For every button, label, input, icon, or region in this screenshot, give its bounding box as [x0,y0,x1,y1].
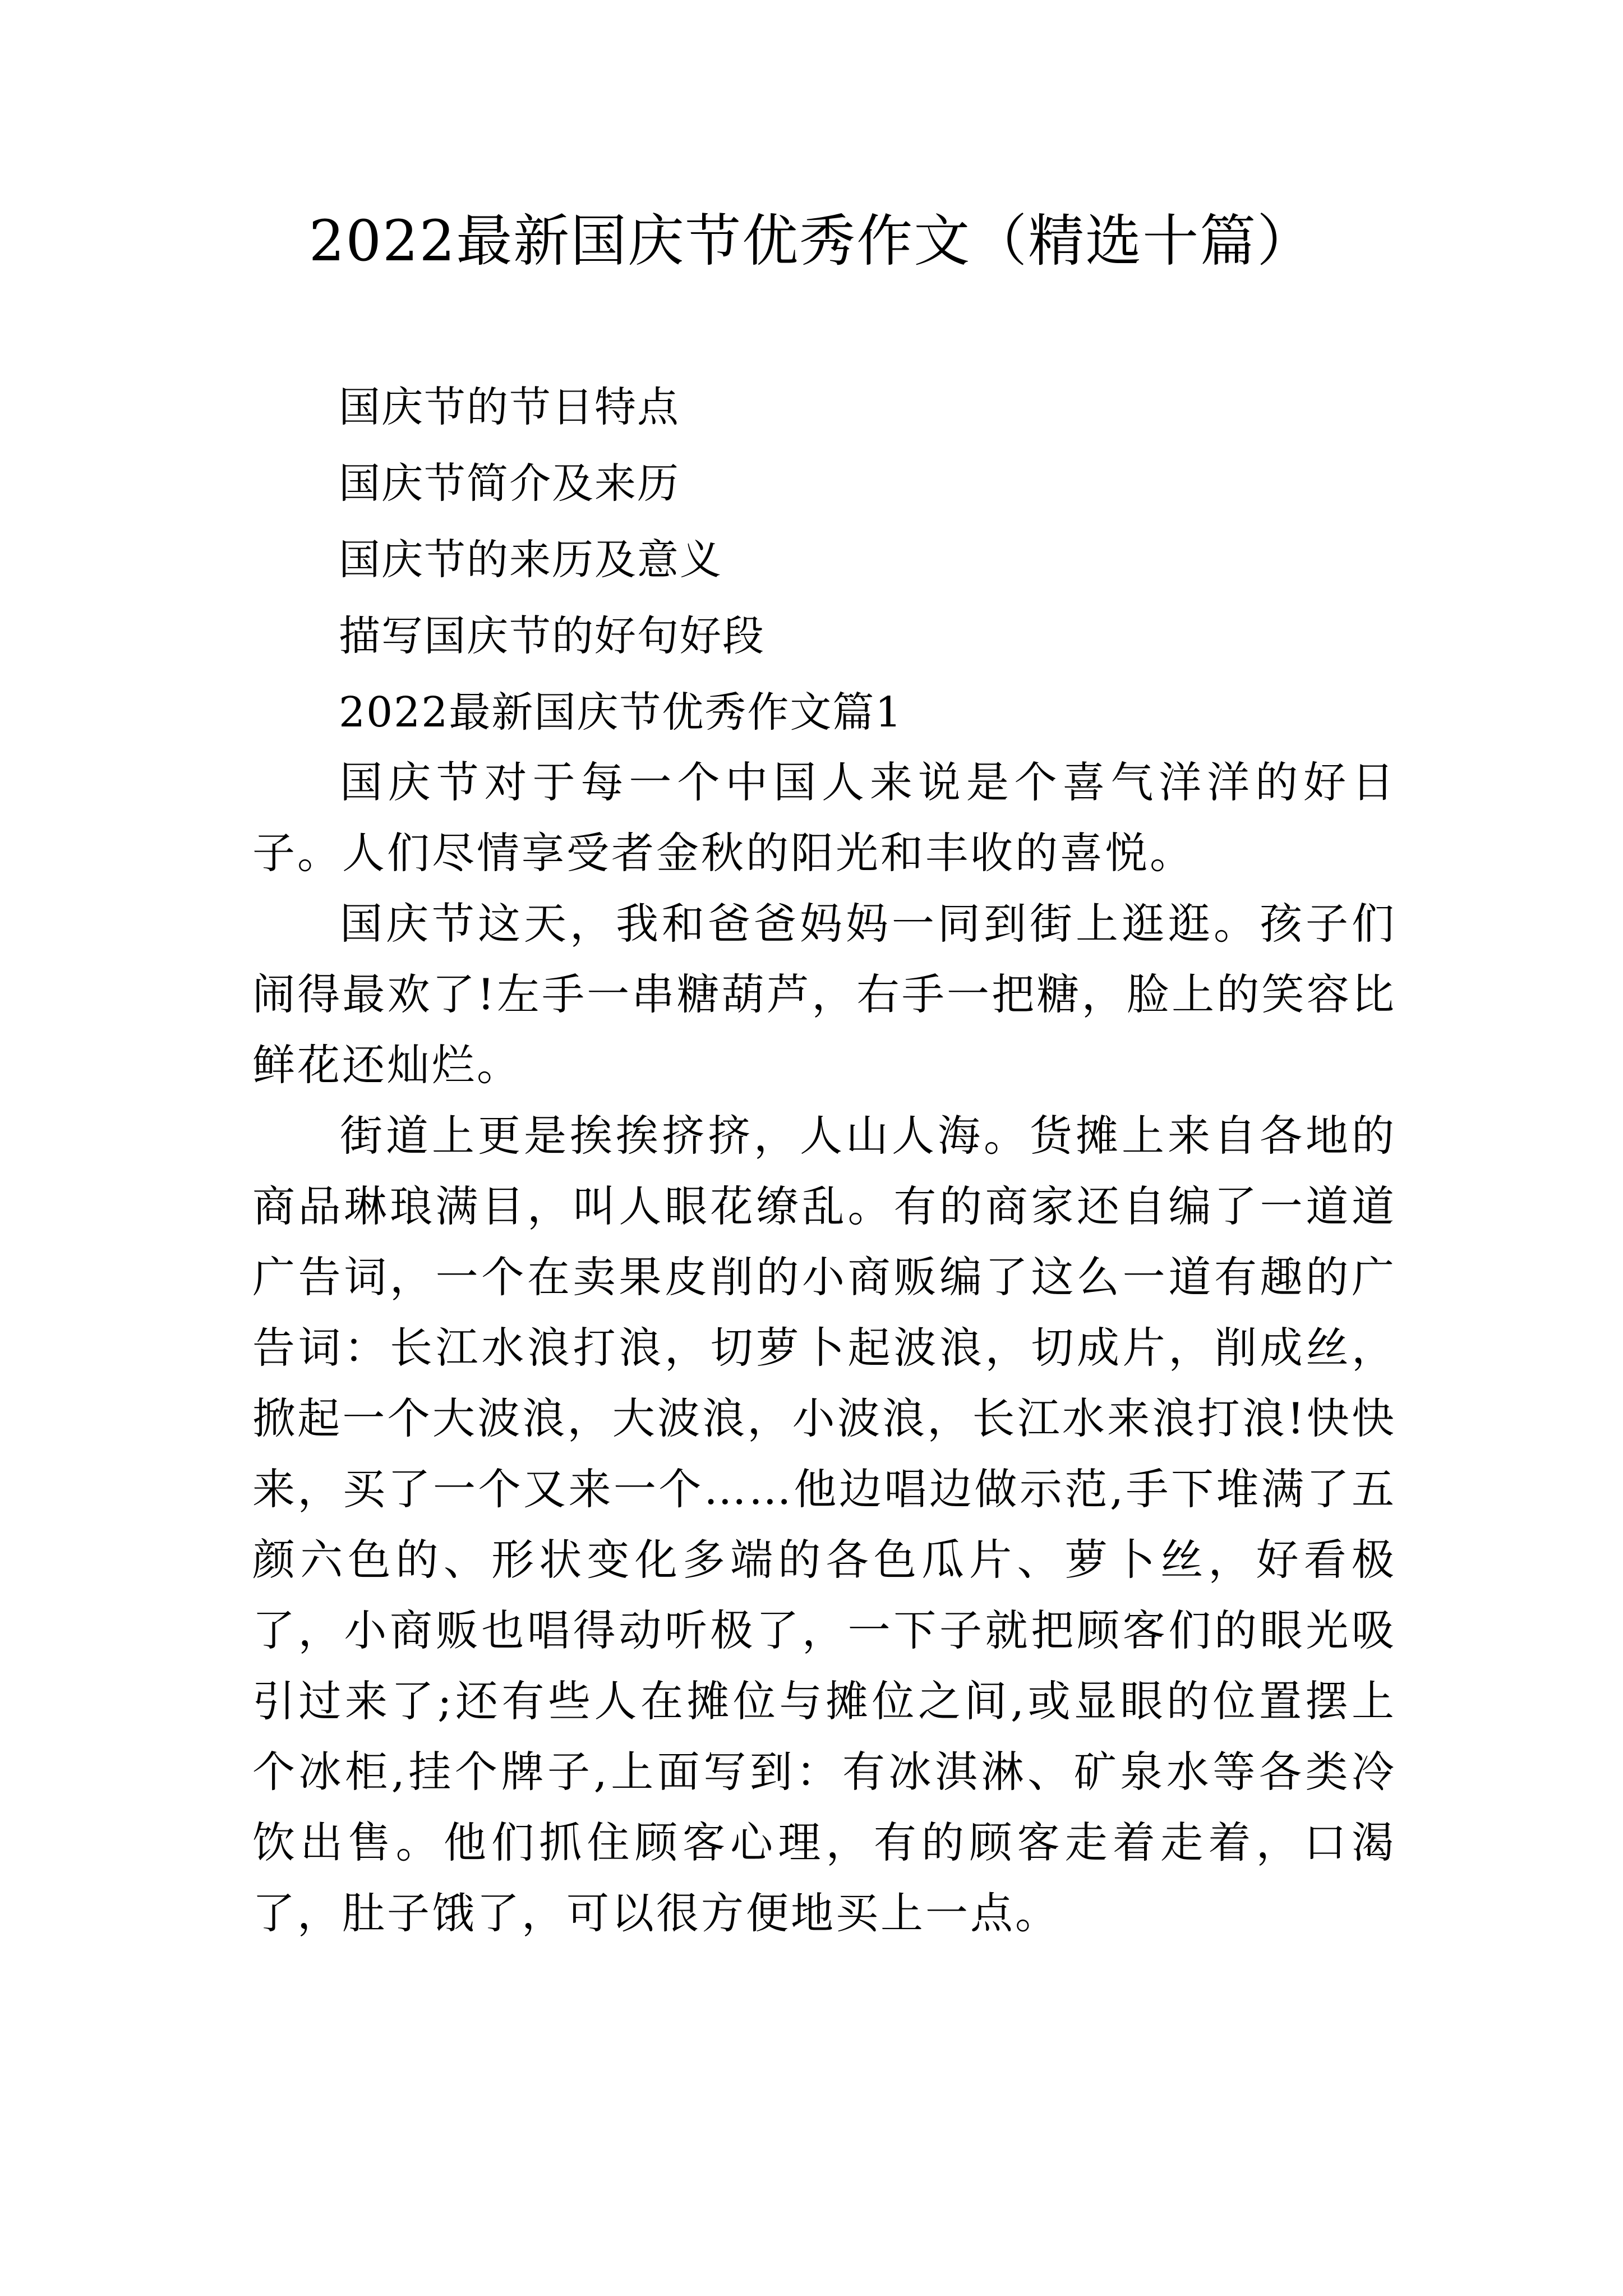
toc-item: 国庆节的来历及意义 [339,536,722,584]
essay-paragraph: 国庆节对于每一个中国人来说是个喜气洋洋的好日子。人们尽情享受者金秋的阳光和丰收的喜悦。 [252,757,1396,878]
essay-paragraph: 街道上更是挨挨挤挤，人山人海。货摊上来自各地的商品琳琅满目，叫人眼花缭乱。有的商家还自编了一道道广告词，一个在卖果皮削的小商贩编了这么一道有趣的广告词：长江水浪打浪，切萝卜起波浪，切成片，削成丝，掀起一个大波浪，大波浪，小波浪，长江水来浪打浪!快快来，买了一个又来一个……他边唱边做示范,手下堆满了五颜六色的、形状变化多端的各色瓜片、萝卜丝，好看极了，小商贩也唱得动听极了，一下子就把顾客们的眼光吸引过来了;还有些人在摊位与摊位之间,或显眼的位置摆上个冰柜,挂个牌子,上面写到：有冰淇淋、矿泉水等各类冷饮出售。他们抓住顾客心理，有的顾客走着走着，口渴了，肚子饿了，可以很方便地买上一点。 [252,1111,1396,1938]
toc-item: 国庆节简介及来历 [339,459,680,508]
toc-item: 国庆节的节日特点 [339,383,680,431]
toc-item: 2022最新国庆节优秀作文篇1 [339,688,903,737]
table-of-contents [339,369,1460,751]
document-title: 2022最新国庆节优秀作文（精选十篇） [308,208,1315,274]
essay-paragraph: 国庆节这天，我和爸爸妈妈一同到街上逛逛。孩子们闹得最欢了!左手一串糖葫芦，右手一把糖，脸上的笑容比鲜花还灿烂。 [252,899,1396,1090]
toc-item: 描写国庆节的好句好段 [339,612,765,660]
essay-body [252,747,1396,1949]
